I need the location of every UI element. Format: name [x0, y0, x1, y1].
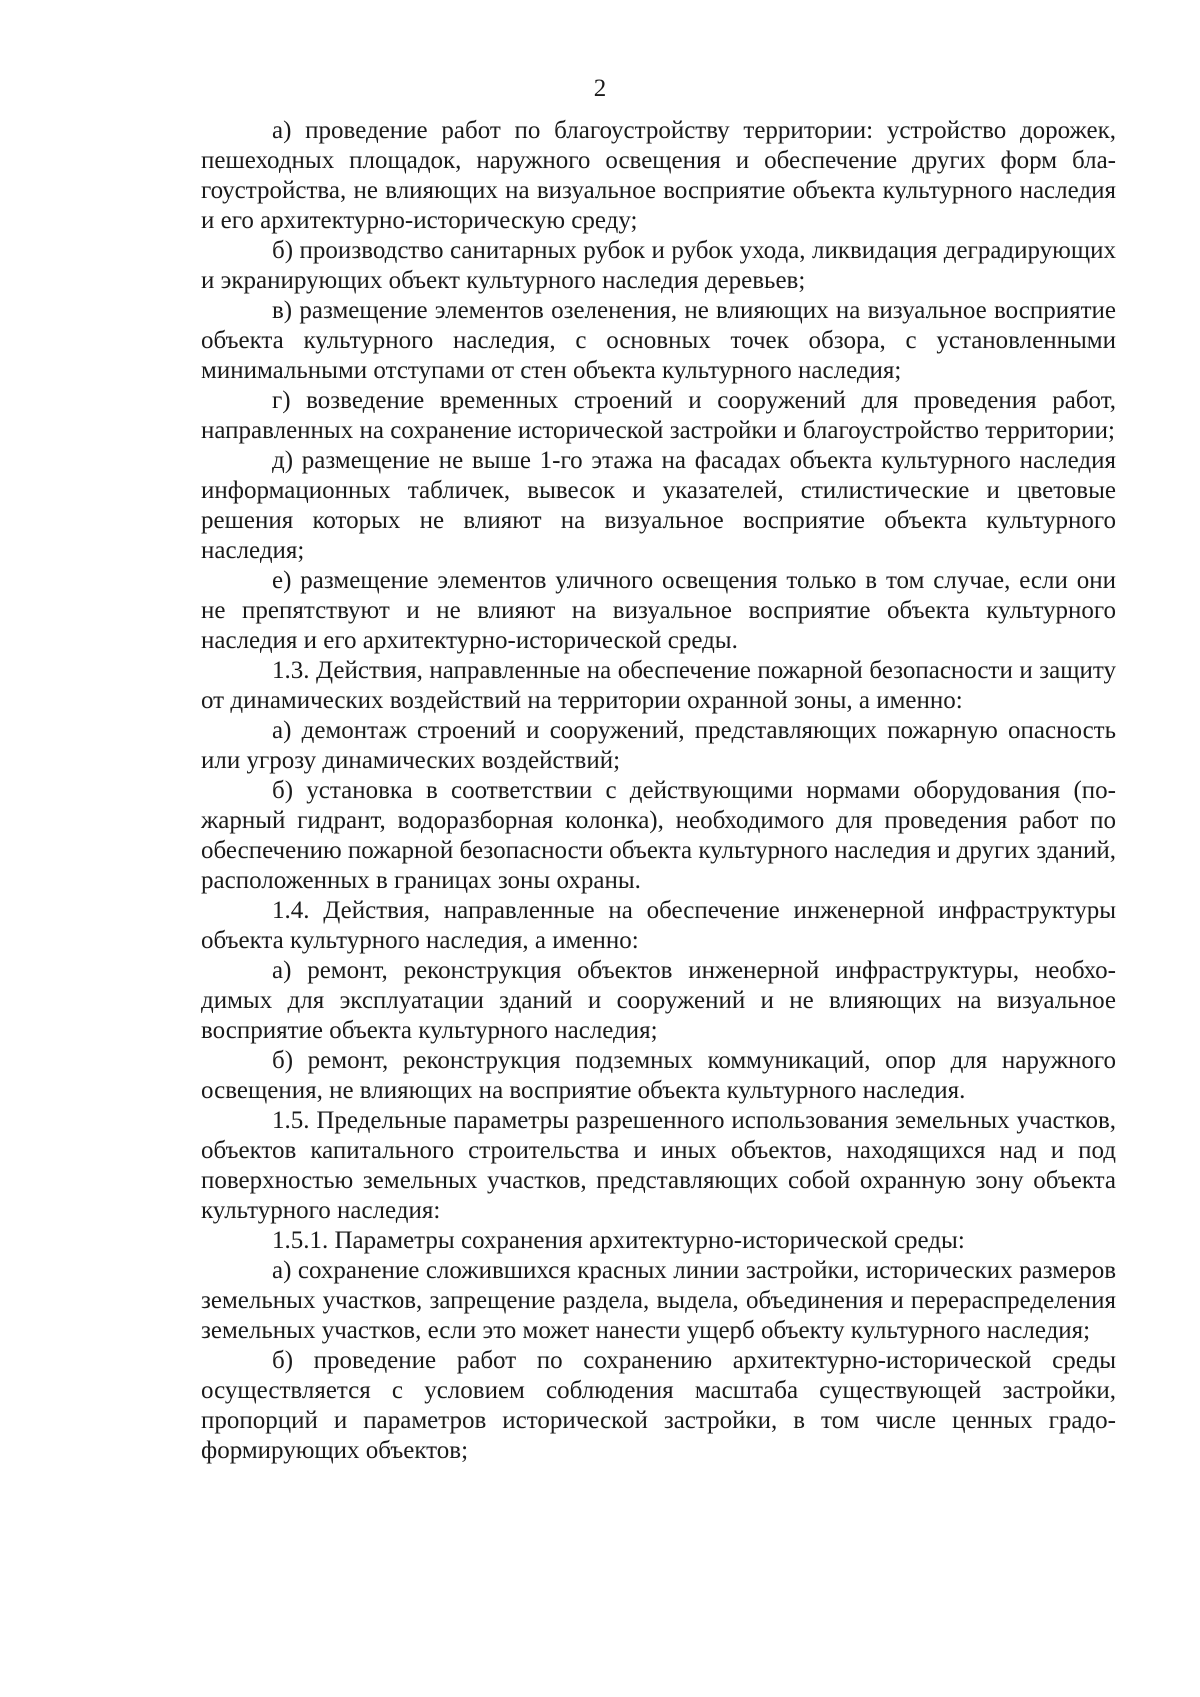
paragraph-b-tree-felling: б) производство санитарных рубок и рубок ухода, ликвидация деградирующих и экранирующих объект культурного наследия деревьев;: [201, 237, 1116, 294]
section-1-5-1-preservation-parameters: 1.5.1. Параметры сохранения архитектурно-исторической среды:: [272, 1227, 965, 1254]
section-1-5-land-use-parameters: 1.5. Предельные параметры разрешенного использования земельных участков, объектов капитального строительства и иных объектов, находящихся над и под поверхностью земельных участков, представляющих собой охранную зону объекта культурного наследия:: [201, 1107, 1116, 1224]
paragraph-a-landscaping: а) проведение работ по благоустройству территории: устройство дорожек, пешеходных площадок, наружного освещения и обеспечение других форм благоустройства, не влияющих на визуальное восприятие объекта культурного наследия и его архитектурно-историческую среду;: [201, 117, 1116, 234]
paragraph-d-signage: д) размещение не выше 1-го этажа на фасадах объекта культурного наследия информационных табличек, вывесок и указателей, стилистические и цветовые решения которых не влияют на визуальное восприятие объекта культурного наследия;: [201, 447, 1116, 564]
paragraph-a-infrastructure-repair: а) ремонт, реконструкция объектов инженерной инфраструктуры, необходимых для эксплуатации зданий и сооружений и не влияющих на визуальное восприятие объекта культурного наследия;: [201, 957, 1116, 1044]
paragraph-v-greenery: в) размещение элементов озеленения, не влияющих на визуальное восприятие объекта культурного наследия, с основных точек обзора, с установленными минимальными отступами от стен объекта культурного наследия;: [201, 297, 1116, 384]
page-number: 2: [593, 75, 607, 102]
section-1-3-fire-safety: 1.3. Действия, направленные на обеспечение пожарной безопасности и защиту от динамических воздействий на территории охранной зоны, а именно:: [201, 657, 1116, 714]
document-body: [201, 116, 1116, 1466]
paragraph-g-temporary-structures: г) возведение временных строений и сооружений для проведения работ, направленных на сохранение исторической застройки и благоустройство территории;: [201, 387, 1116, 444]
paragraph-b-scale-preservation: б) проведение работ по сохранению архитектурно-исторической среды осуществляется с условием соблюдения масштаба существующей застройки, пропорций и параметров исторической застройки, в том числе ценных градоформирующих объектов;: [201, 1347, 1116, 1464]
paragraph-e-street-lighting: е) размещение элементов уличного освещения только в том случае, если они не препятствуют и не влияют на визуальное восприятие объекта культурного наследия и его архитектурно-исторической среды.: [201, 567, 1116, 654]
paragraph-b-fire-equipment: б) установка в соответствии с действующими нормами оборудования (пожарный гидрант, водоразборная колонка), необходимого для проведения работ по обеспечению пожарной безопасности объекта культурного наследия и других зданий, расположенных в границах зоны охраны.: [201, 777, 1116, 894]
paragraph-a-red-lines: а) сохранение сложившихся красных линии застройки, исторических размеров земельных участков, запрещение раздела, выдела, объединения и перераспределения земельных участков, если это может нанести ущерб объекту культурного наследия;: [201, 1257, 1116, 1344]
paragraph-a-demolition: а) демонтаж строений и сооружений, представляющих пожарную опасность или угрозу динамических воздействий;: [201, 717, 1116, 774]
section-1-4-infrastructure: 1.4. Действия, направленные на обеспечение инженерной инфраструктуры объекта культурного наследия, а именно:: [201, 897, 1116, 954]
paragraph-b-underground-utilities: б) ремонт, реконструкция подземных коммуникаций, опор для наружного освещения, не влияющих на восприятие объекта культурного наследия.: [201, 1047, 1116, 1104]
